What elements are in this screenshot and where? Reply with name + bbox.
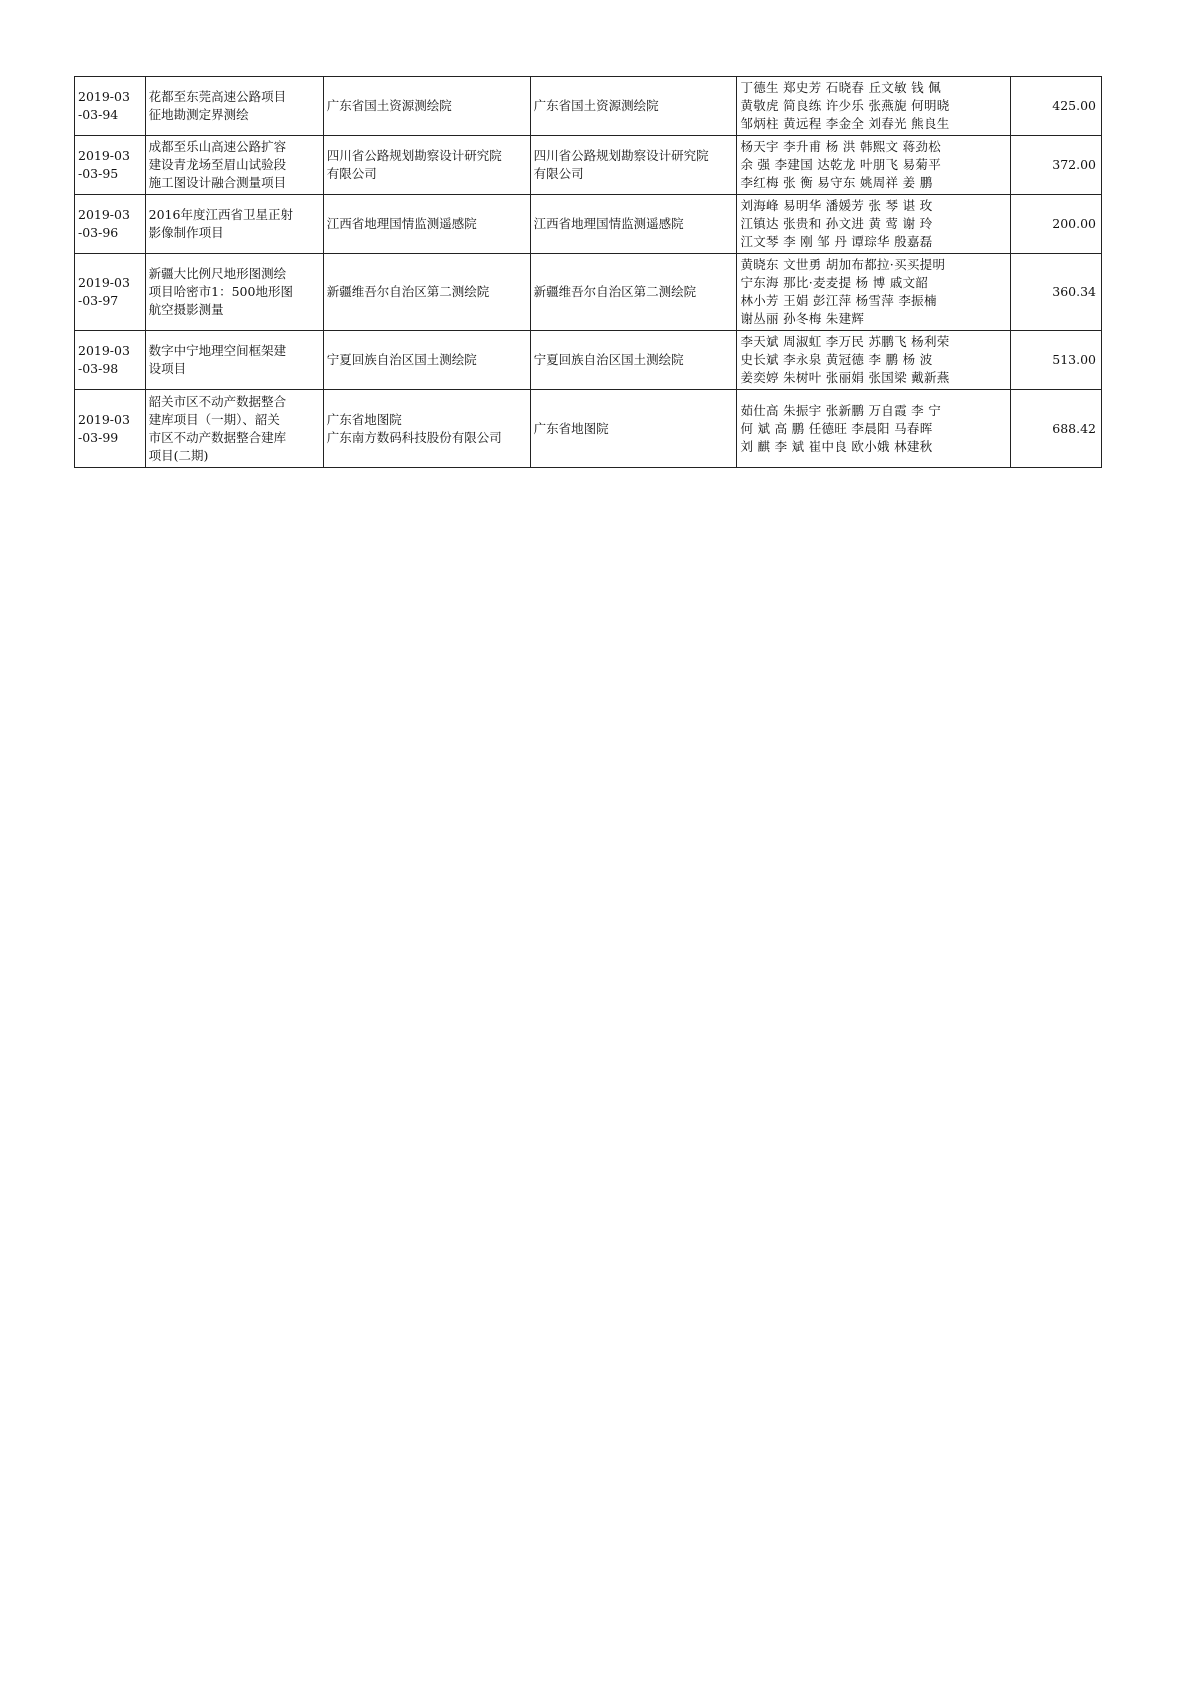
project-name-cell: 花都至东莞高速公路项目 征地勘测定界测绘 bbox=[145, 77, 323, 136]
row-id-cell: 2019-03 -03-99 bbox=[75, 390, 146, 468]
table-row bbox=[75, 136, 1102, 195]
personnel-cell: 茹仕高 朱振宇 张新鹏 万自霞 李 宁 何 斌 高 鹏 任德旺 李晨阳 马春晖 刘 麒 李 斌 崔中良 欧小娥 林建秋 bbox=[737, 390, 1010, 468]
project-name-cell: 成都至乐山高速公路扩容 建设青龙场至眉山试验段 施工图设计融合测量项目 bbox=[145, 136, 323, 195]
document-page bbox=[74, 76, 1102, 468]
completing-unit-cell: 广东省地图院 bbox=[530, 390, 737, 468]
amount-cell: 372.00 bbox=[1010, 136, 1101, 195]
amount-cell: 425.00 bbox=[1010, 77, 1101, 136]
row-id-cell: 2019-03 -03-97 bbox=[75, 254, 146, 331]
table-body bbox=[75, 77, 1102, 468]
table-row bbox=[75, 331, 1102, 390]
project-name-cell: 数字中宁地理空间框架建 设项目 bbox=[145, 331, 323, 390]
personnel-cell: 丁德生 郑史芳 石晓春 丘文敏 钱 佩 黄敬虎 简良练 许少乐 张燕旎 何明晓 邹炳柱 黄远程 李金全 刘春光 熊良生 bbox=[737, 77, 1010, 136]
project-name-cell: 2016年度江西省卫星正射 影像制作项目 bbox=[145, 195, 323, 254]
amount-cell: 200.00 bbox=[1010, 195, 1101, 254]
project-name-cell: 韶关市区不动产数据整合 建库项目（一期）、韶关 市区不动产数据整合建库 项目(二期) bbox=[145, 390, 323, 468]
table-row bbox=[75, 77, 1102, 136]
project-table bbox=[74, 76, 1102, 468]
applicant-unit-cell: 广东省地图院 广东南方数码科技股份有限公司 bbox=[323, 390, 530, 468]
personnel-cell: 杨天宇 李升甫 杨 洪 韩熙文 蒋劲松 余 强 李建国 达乾龙 叶朋飞 易菊平 李红梅 张 衡 易守东 姚周祥 姜 鹏 bbox=[737, 136, 1010, 195]
applicant-unit-cell: 四川省公路规划勘察设计研究院 有限公司 bbox=[323, 136, 530, 195]
applicant-unit-cell: 江西省地理国情监测遥感院 bbox=[323, 195, 530, 254]
amount-cell: 688.42 bbox=[1010, 390, 1101, 468]
amount-cell: 513.00 bbox=[1010, 331, 1101, 390]
row-id-cell: 2019-03 -03-94 bbox=[75, 77, 146, 136]
completing-unit-cell: 四川省公路规划勘察设计研究院 有限公司 bbox=[530, 136, 737, 195]
table-row bbox=[75, 390, 1102, 468]
personnel-cell: 李天斌 周淑虹 李万民 苏鹏飞 杨利荣 史长斌 李永泉 黄冠德 李 鹏 杨 波 姜奕婷 朱树叶 张丽娟 张国梁 戴新燕 bbox=[737, 331, 1010, 390]
row-id-cell: 2019-03 -03-98 bbox=[75, 331, 146, 390]
row-id-cell: 2019-03 -03-95 bbox=[75, 136, 146, 195]
amount-cell: 360.34 bbox=[1010, 254, 1101, 331]
row-id-cell: 2019-03 -03-96 bbox=[75, 195, 146, 254]
applicant-unit-cell: 新疆维吾尔自治区第二测绘院 bbox=[323, 254, 530, 331]
completing-unit-cell: 广东省国土资源测绘院 bbox=[530, 77, 737, 136]
project-name-cell: 新疆大比例尺地形图测绘 项目哈密市1：500地形图 航空摄影测量 bbox=[145, 254, 323, 331]
applicant-unit-cell: 广东省国土资源测绘院 bbox=[323, 77, 530, 136]
completing-unit-cell: 江西省地理国情监测遥感院 bbox=[530, 195, 737, 254]
completing-unit-cell: 新疆维吾尔自治区第二测绘院 bbox=[530, 254, 737, 331]
completing-unit-cell: 宁夏回族自治区国土测绘院 bbox=[530, 331, 737, 390]
table-row bbox=[75, 254, 1102, 331]
personnel-cell: 刘海峰 易明华 潘媛芳 张 琴 谌 玫 江镇达 张贵和 孙文进 黄 莺 谢 玲 江文琴 李 刚 邹 丹 谭琮华 殷嘉磊 bbox=[737, 195, 1010, 254]
table-row bbox=[75, 195, 1102, 254]
personnel-cell: 黄晓东 文世勇 胡加布都拉·买买提明 宁东海 那比·麦麦提 杨 博 戚文韶 林小芳 王娟 彭江萍 杨雪萍 李振楠 谢丛丽 孙冬梅 朱建辉 bbox=[737, 254, 1010, 331]
applicant-unit-cell: 宁夏回族自治区国土测绘院 bbox=[323, 331, 530, 390]
